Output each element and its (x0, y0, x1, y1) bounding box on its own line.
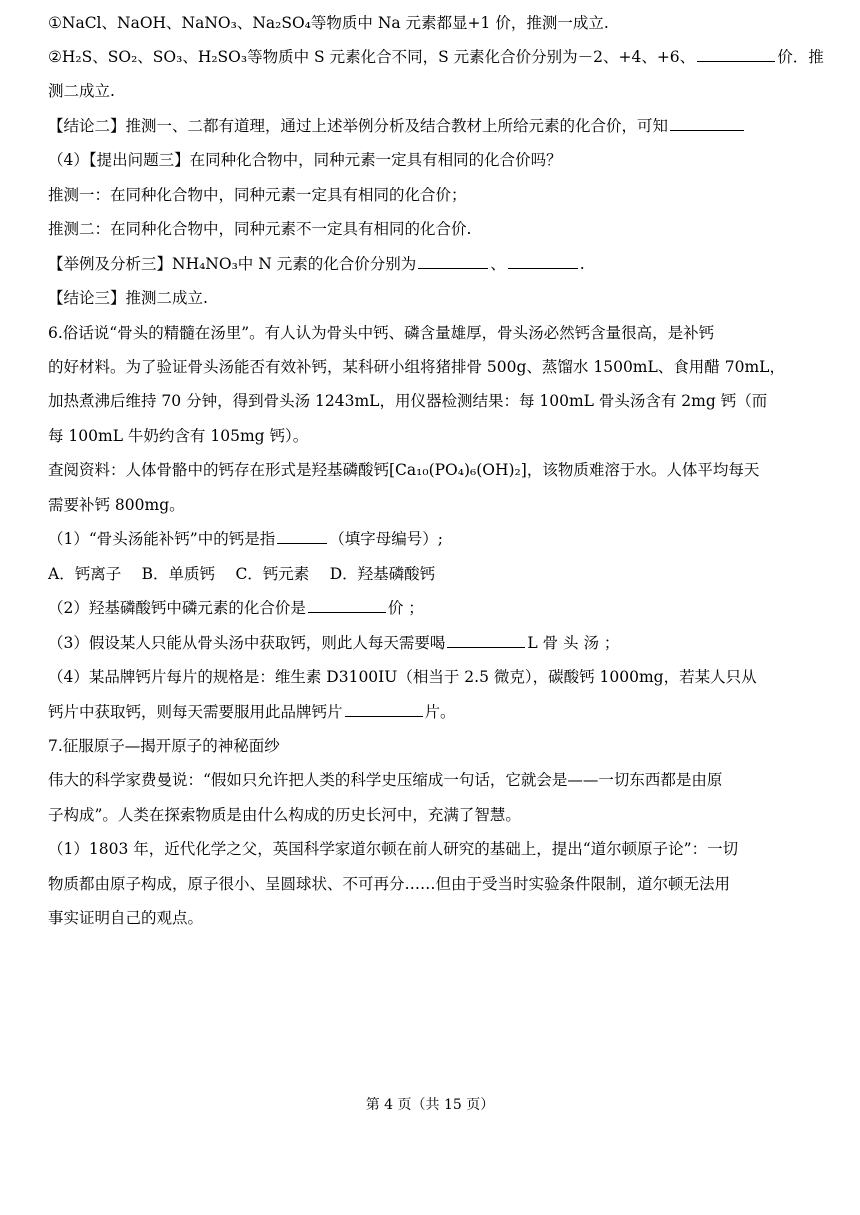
text-line: 子构成”。人类在探索物质是由什么构成的历史长河中，充满了智慧。 (48, 806, 521, 824)
text-line (48, 115, 814, 137)
text-line: ①NaCl、NaOH、NaNO₃、Na₂SO₄等物质中 Na 元素都显+1 价，推测一成立. (48, 14, 609, 32)
text-line: 事实证明自己的观点。 (48, 909, 204, 927)
text-segment: 【举例及分析三】NH₄NO₃中 N 元素的化合价分别为 (48, 255, 417, 273)
answer-blank[interactable] (697, 46, 775, 62)
text-segment: ②H₂S、SO₂、SO₃、H₂SO₃等物质中 S 元素化合不同，S 元素化合价分别为－2、+4、+6、 (48, 48, 696, 66)
text-line: 推测二：在同种化合物中，同种元素不一定具有相同的化合价. (48, 220, 472, 238)
text-line (48, 253, 814, 275)
text-line: 推测一：在同种化合物中，同种元素一定具有相同的化合价； (48, 186, 467, 204)
text-segment: L 骨 头 汤 ； (527, 634, 620, 652)
text-segment: 片。 (424, 703, 456, 721)
text-line: 6.俗话说“骨头的精髓在汤里”。有人认为骨头中钙、磷含量雄厚，骨头汤必然钙含量很高，是补钙 (48, 324, 715, 342)
text-line: 测二成立. (48, 82, 115, 100)
text-segment: （2）羟基磷酸钙中磷元素的化合价是 (48, 599, 306, 617)
text-line: 伟大的科学家费曼说：“假如只允许把人类的科学史压缩成一句话，它就会是——一切东西都是由原 (48, 771, 723, 789)
text-segment: （填字母编号）; (329, 530, 443, 548)
text-segment: 钙片中获取钙，则每天需要服用此品牌钙片 (48, 703, 343, 721)
text-segment: . (579, 255, 585, 273)
text-line: 需要补钙 800mg。 (48, 496, 185, 514)
text-line: （1）1803 年，近代化学之父，英国科学家道尔顿在前人研究的基础上，提出“道尔顿原子论”：一切 (48, 840, 739, 858)
text-line: （4）某品牌钙片每片的规格是：维生素 D3100IU（相当于 2.5 微克），碳酸钙 1000mg，若某人只从 (48, 668, 757, 686)
answer-blank[interactable] (418, 253, 488, 269)
answer-blank[interactable] (308, 597, 386, 613)
text-line (48, 701, 814, 723)
text-line (48, 597, 814, 619)
text-line: 的好材料。为了验证骨头汤能否有效补钙，某科研小组将猪排骨 500g、蒸馏水 1500mL、食用醋 70mL， (48, 358, 785, 376)
text-line: 加热煮沸后维持 70 分钟，得到骨头汤 1243mL，用仪器检测结果：每 100mL 骨头汤含有 2mg 钙（而 (48, 392, 768, 410)
text-line (48, 46, 824, 68)
text-line: 【结论三】推测二成立. (48, 289, 208, 307)
text-segment: 、 (490, 255, 506, 273)
text-line: 7.征服原子—揭开原子的神秘面纱 (48, 737, 280, 755)
text-segment: 价．推 (777, 48, 824, 66)
text-line: 查阅资料：人体骨骼中的钙存在形式是羟基磷酸钙[Ca₁₀(PO₄)₆(OH)₂]，该物质难溶于水。人体平均每天 (48, 461, 760, 479)
text-segment: （1）“骨头汤能补钙”中的钙是指 (48, 530, 276, 548)
text-segment: （3）假设某人只能从骨头汤中获取钙，则此人每天需要喝 (48, 634, 446, 652)
text-segment: 价 ； (387, 599, 424, 617)
text-line: 每 100mL 牛奶约含有 105mg 钙）。 (48, 427, 309, 445)
text-segment: 【结论二】推测一、二都有道理，通过上述举例分析及结合教材上所给元素的化合价，可知 (48, 117, 669, 135)
text-line: A．钙离子 B．单质钙 C．钙元素 D．羟基磷酸钙 (48, 565, 436, 583)
answer-blank[interactable] (447, 632, 525, 648)
text-line (48, 528, 814, 550)
text-line (48, 632, 814, 654)
page-footer: 第 4 页（共 15 页） (365, 1097, 495, 1113)
answer-blank[interactable] (508, 253, 578, 269)
answer-blank[interactable] (345, 701, 423, 717)
answer-blank[interactable] (670, 115, 744, 131)
text-line: 物质都由原子构成，原子很小、呈圆球状、不可再分……但由于受当时实验条件限制，道尔顿无法用 (48, 875, 731, 893)
text-line: （4）【提出问题三】在同种化合物中，同种元素一定具有相同的化合价吗？ (48, 151, 562, 169)
answer-blank[interactable] (277, 528, 327, 544)
